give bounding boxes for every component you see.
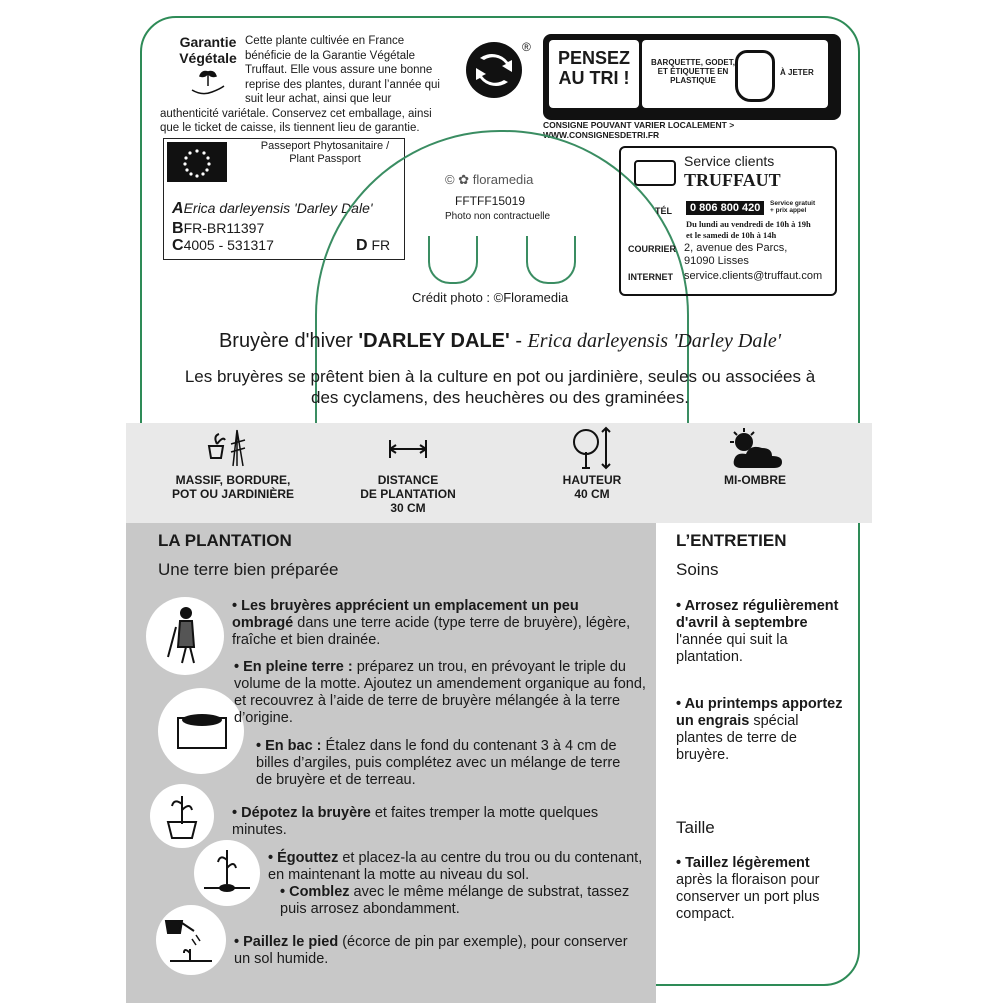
courrier-address: 2, avenue des Parcs, 91090 Lisses — [684, 242, 788, 267]
gardener-icon — [146, 597, 224, 675]
garantie-line: bénéficie de la Garantie Végétale — [245, 49, 416, 62]
passport-line-a: AErica darleyensis 'Darley Dale' — [172, 200, 373, 217]
pensez-au-tri: PENSEZ AU TRI ! — [557, 48, 631, 88]
garantie-line: authenticité variétale. Conservez cet emballage, ainsi — [160, 107, 432, 120]
registered-mark: ® — [522, 40, 531, 54]
feature-exposure: MI-OMBRE — [700, 426, 810, 487]
photo-note: Photo non contractuelle — [445, 211, 551, 222]
garantie-line: suit leur achat, ainsi que leur — [245, 93, 392, 105]
distance-icon — [378, 426, 438, 470]
soak-pot-icon — [150, 784, 214, 848]
passport-line-b: BFR-BR11397 — [172, 220, 265, 237]
watering-can-icon — [156, 905, 226, 975]
garantie-title: Garantie Végétale — [179, 34, 237, 66]
garantie-line: reprise des plantes, durant l’année qui — [245, 78, 440, 91]
care-taille-heading: Taille — [676, 818, 715, 837]
planting-para-1: • Les bruyères apprécient un emplacement un peu ombragé dans une terre acide (type terre de bruyère), légère, fraîche et bien drainée. — [232, 598, 631, 648]
care-soins-heading: Soins — [676, 560, 719, 579]
tel-label: TÉL — [655, 206, 672, 216]
care-para-1: • Arrosez régulièrement d'avril à septembre l'année qui suit la plantation. — [676, 598, 839, 665]
planting-para-6: • Comblez avec le même mélange de substrat, tassez puis arrosez abondamment. — [280, 884, 630, 917]
internet-label: INTERNET — [628, 272, 673, 282]
garantie-text — [160, 34, 460, 136]
container-icon — [158, 688, 244, 774]
feature-usage: MASSIF, BORDURE, POT OU JARDINIÈRE — [163, 426, 303, 501]
planting-title: LA PLANTATION — [158, 531, 292, 550]
consigne-text: CONSIGNE POUVANT VARIER LOCALEMENT > WWW.CONSIGNESDETRI.FR — [543, 120, 735, 140]
garantie-line: Cette plante cultivée en France — [245, 35, 405, 47]
courrier-label: COURRIER — [628, 244, 677, 254]
sun-cloud-icon — [720, 426, 790, 470]
tel-number[interactable]: 0 806 800 420 — [686, 201, 764, 215]
photo-code: FFTFF15019 — [455, 194, 526, 208]
service-brand: TRUFFAUT — [684, 170, 781, 190]
recycle-logo-icon — [466, 42, 522, 98]
planting-para-4: • Dépotez la bruyère et faites tremper la motte quelques minutes. — [232, 805, 599, 838]
photo-credit: Crédit photo : ©Floramedia — [412, 290, 569, 305]
pot-outline — [428, 236, 478, 284]
product-title: Bruyère d'hiver 'DARLEY DALE' - Erica darleyensis 'Darley Dale' — [218, 330, 782, 352]
tel-hours: Du lundi au vendredi de 10h à 19h et le samedi de 10h à 14h — [686, 219, 811, 240]
passport-line-d: D FR — [356, 237, 391, 254]
internet-email[interactable]: service.clients@truffaut.com — [684, 270, 823, 282]
trash-bag-icon — [735, 50, 775, 102]
planting-para-5: • Égouttez et placez-la au centre du trou ou du contenant, en maintenant la motte au niveau du sol. — [268, 850, 643, 883]
planting-subtitle: Une terre bien préparée — [158, 560, 339, 579]
passport-title: Passeport Phytosanitaire / Plant Passport — [260, 140, 390, 165]
planting-para-7: • Paillez le pied (écorce de pin par exemple), pour conserver un sol humide. — [234, 934, 628, 967]
care-para-3: • Taillez légèrement après la floraison pour conserver un port plus compact. — [676, 855, 820, 922]
care-title: L’ENTRETIEN — [676, 531, 787, 550]
garantie-line: Truffaut. Elle vous assure une bonne — [245, 64, 433, 76]
chat-bubble-icon — [634, 160, 676, 186]
floramedia-logo: © ✿ floramedia — [445, 172, 534, 187]
planter-icon — [203, 426, 263, 470]
passport-line-c: C4005 - 531317 — [172, 237, 274, 254]
garantie-line: que le ticket de caisse, ils tiennent lieu de garantie. — [160, 122, 420, 134]
tree-height-icon — [562, 426, 622, 470]
tel-note: Service gratuit + prix appel — [770, 200, 816, 214]
feature-distance: DISTANCE DE PLANTATION 30 CM — [340, 426, 476, 515]
tri-action: À JETER — [780, 68, 814, 77]
plant-in-hole-icon — [194, 840, 260, 906]
pot-outline — [526, 236, 576, 284]
care-para-2: • Au printemps apportez un engrais spécial plantes de terre de bruyère. — [676, 696, 843, 763]
eu-flag-icon — [167, 142, 227, 182]
service-label: Service clients — [684, 153, 775, 169]
product-intro: Les bruyères se prêtent bien à la culture en pot ou jardinière, seules ou associées à des cyclamens, des heuchères ou des graminées. — [184, 367, 816, 407]
planting-para-3: • En bac : Étalez dans le fond du contenant 3 à 4 cm de billes d’argiles, puis complétez avec un mélange de terre de bruyère et de terreau. — [256, 738, 621, 788]
planting-para-2: • En pleine terre : préparez un trou, en prévoyant le triple du volume de la motte. Ajoutez un amendement organique au fond, et recouvrez à l’aide de terre de bruyère mélangée à la terre d’origine. — [234, 659, 646, 726]
tri-items: BARQUETTE, GODET, ET ÉTIQUETTE EN PLASTIQUE — [650, 58, 735, 85]
feature-height: HAUTEUR 40 CM — [537, 426, 647, 501]
